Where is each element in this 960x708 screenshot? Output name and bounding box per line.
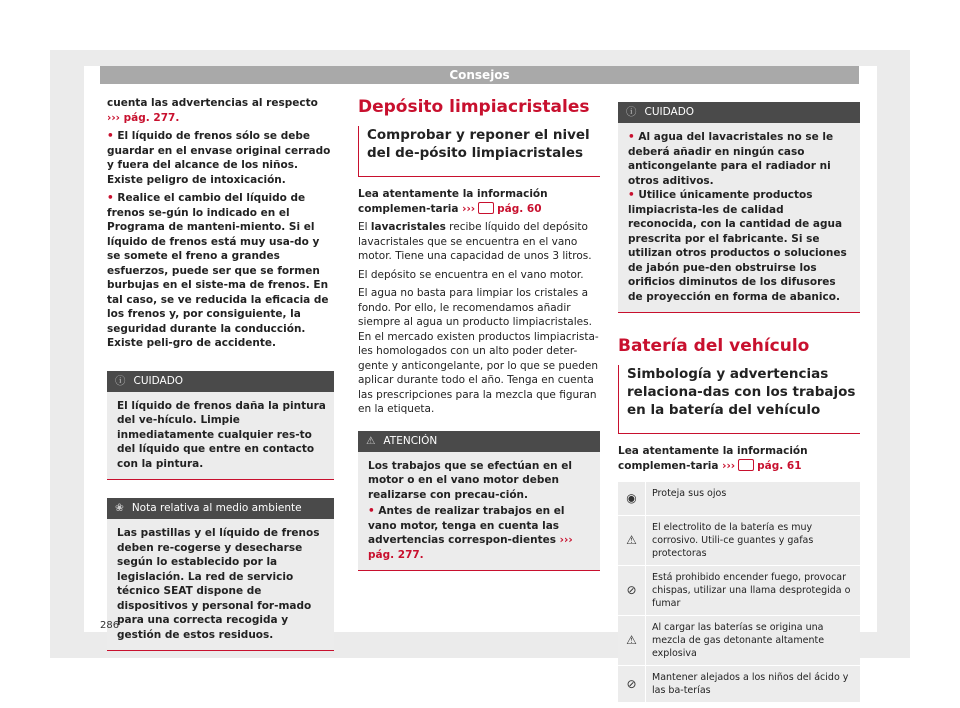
goggles-icon: ◉ bbox=[618, 482, 646, 515]
list-item: • El líquido de frenos sólo se debe guardar en el envase original cerrado y fuera del alcance de los niños. Existe peligro de intoxicación. bbox=[107, 130, 331, 186]
cuidado-box bbox=[107, 371, 334, 481]
body-paragraph: El agua no basta para limpiar los cristales a fondo. Por ello, le recomendamos añadir siempre al agua un producto limpiacristales. En el mercado existen productos limpiacrista-les homologados con un alto poder deter-gente y anticongelante, por lo que se pueden aplicar durante todo el año. Tenga en cuenta las prescripciones para la mezcla que figuran en la etiqueta. bbox=[358, 287, 599, 415]
lead-text: Lea atentamente la información complemen-taria ››› pág. 60 bbox=[358, 188, 548, 215]
table-row: ◉ Proteja sus ojos bbox=[618, 481, 860, 515]
section-title: Depósito limpiacristales bbox=[358, 97, 590, 117]
atencion-header: ⚠ ATENCIÓN bbox=[358, 431, 600, 452]
bullet-icon: • bbox=[628, 131, 639, 143]
no-fire-icon: ⊘ bbox=[618, 566, 646, 615]
environment-note-text: Las pastillas y el líquido de frenos deben re-cogerse y desecharse según lo establecido por la legislación. La red de servicio técnico SEAT dispone de dispositivos y personal for-mado para una correcta recogida y gestión de estos residuos. bbox=[107, 519, 334, 650]
leaf-icon: ❀ bbox=[115, 502, 124, 514]
page-number: 286 bbox=[100, 620, 120, 631]
table-row: ⚠ El electrolito de la batería es muy corrosivo. Utili-ce guantes y gafas protectoras bbox=[618, 515, 860, 565]
warning-icon: ⚠ bbox=[366, 434, 376, 447]
page-reference-link[interactable]: pág. 60 bbox=[497, 202, 542, 215]
atencion-box bbox=[358, 431, 600, 572]
explosive-icon: ⚠ bbox=[618, 616, 646, 665]
page-reference-link[interactable]: ››› pág. 277. bbox=[107, 111, 180, 124]
book-icon bbox=[478, 202, 494, 214]
list-item: • Realice el cambio del líquido de frenos se-gún lo indicado en el Programa de manteni-miento. Si el líquido de frenos está muy usa-do y se somete el freno a grandes esfuerzos, puede ser que se formen burbujas en el siste-ma de frenos. En tal caso, se ve reducida la eficacia de los frenos y, por consiguiente, la seguridad durante la conducción. Existe peli-gro de accidente. bbox=[107, 192, 329, 349]
environment-note-box bbox=[107, 498, 334, 651]
column-left bbox=[107, 96, 334, 651]
info-icon: ⓘ bbox=[626, 106, 637, 118]
cuidado-text: • Al agua del lavacristales no se le deberá añadir en ningún caso anticongelante para el radiador ni otros aditivos. • Utilice únicamente productos limpiacrista-les de calidad reconocida, con la cantidad de agua prescrita por el fabricante. Si se utilizan otros productos o soluciones de jabón pue-den obstruirse los orificios diminutos de los difusores de proyección en forma de abanico. bbox=[618, 123, 860, 312]
table-row: ⚠ Al cargar las baterías se origina una mezcla de gas detonante altamente explosiva bbox=[618, 615, 860, 665]
cuidado-text: El líquido de frenos daña la pintura del ve-hículo. Limpie inmediatamente cualquier res-to del líquido que entre en contacto con la pintura. bbox=[107, 392, 334, 480]
page-reference-link[interactable]: ››› pág. 277. bbox=[368, 534, 573, 561]
bullet-icon: • bbox=[628, 189, 639, 201]
bullet-icon: • bbox=[107, 192, 118, 204]
info-icon: ⓘ bbox=[115, 374, 126, 387]
environment-note-header: ❀ Nota relativa al medio ambiente bbox=[107, 498, 334, 519]
bullet-icon: • bbox=[107, 130, 118, 142]
body-paragraph: El depósito se encuentra en el vano motor. bbox=[358, 268, 584, 281]
lead-text: Lea atentamente la información complemen-taria ››› pág. 61 bbox=[618, 445, 808, 472]
no-children-icon: ⊘ bbox=[618, 666, 646, 702]
table-row: ⊘ Mantener alejados a los niños del ácido y las ba-terías bbox=[618, 665, 860, 702]
column-right bbox=[618, 96, 860, 702]
page-reference-link[interactable]: pág. 61 bbox=[757, 459, 802, 472]
intro-paragraph: cuenta las advertencias al respecto ››› pág. 277. bbox=[107, 97, 318, 124]
cuidado-box bbox=[618, 102, 860, 313]
atencion-text: Los trabajos que se efectúan en el motor o en el vano motor deben realizarse con precau-ción. • Antes de realizar trabajos en el vano motor, tenga en cuenta las advertencias correspon-dientes ››› pág. 277. bbox=[358, 452, 600, 571]
column-middle bbox=[358, 96, 600, 571]
body-paragraph: El lavacristales recibe líquido del depósito lavacristales que se encuentra en el vano motor. Tiene una capacidad de unos 3 litros. bbox=[358, 221, 592, 262]
bullet-icon: • bbox=[368, 505, 379, 517]
section-subtitle: Simbología y advertencias relaciona-das con los trabajos en la batería del vehículo bbox=[618, 365, 860, 434]
corrosive-icon: ⚠ bbox=[618, 516, 646, 565]
section-title: Batería del vehículo bbox=[618, 336, 810, 356]
section-header: Consejos bbox=[100, 66, 859, 84]
section-subtitle: Comprobar y reponer el nivel del de-pósito limpiacristales bbox=[358, 126, 600, 177]
cuidado-header: ⓘ CUIDADO bbox=[618, 102, 860, 123]
cuidado-header: ⓘ CUIDADO bbox=[107, 371, 334, 392]
table-row: ⊘ Está prohibido encender fuego, provocar chispas, utilizar una llama desprotegida o fumar bbox=[618, 565, 860, 615]
book-icon bbox=[738, 459, 754, 471]
warnings-table bbox=[618, 481, 860, 702]
